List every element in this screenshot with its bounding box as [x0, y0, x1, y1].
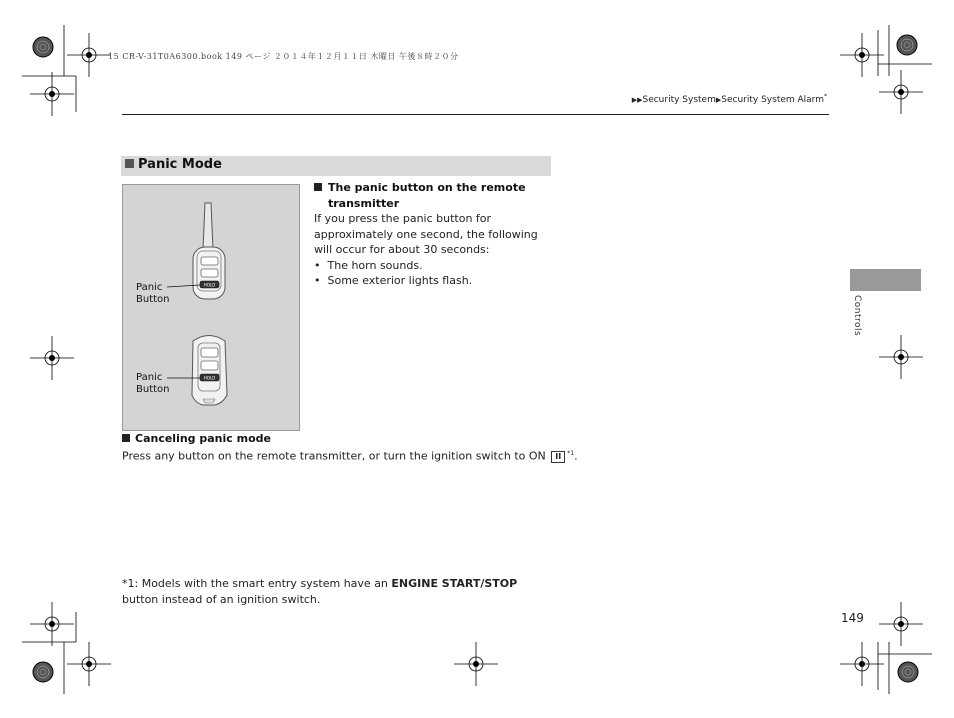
key-fob-figure — [122, 184, 300, 431]
arrow-right-icon: ▶▶ — [631, 96, 643, 104]
list-item-text: The horn sounds. — [327, 258, 423, 272]
list-item — [314, 258, 554, 274]
panic-button-body: If you press the panic button for approximately one second, the following will occur for about 30 seconds: — [314, 212, 538, 256]
print-header: 15 CR-V-31T0A6300.book 149 ページ ２０１４年１２月１１日 木曜日 午後８時２０分 — [108, 52, 459, 61]
breadcrumb-item-security-alarm[interactable]: Security System Alarm — [721, 95, 824, 105]
canceling-heading-text: Canceling panic mode — [135, 432, 271, 445]
ignition-position-glyph: II — [551, 451, 565, 463]
header-rule — [122, 114, 829, 115]
svg-text:HOLD: HOLD — [203, 375, 216, 381]
panic-button-heading-text: The panic button on the remote transmitter — [328, 181, 526, 210]
footnote-suffix: button instead of an ignition switch. — [122, 592, 321, 606]
side-tab-label: Controls — [852, 295, 862, 337]
breadcrumb-item-security-system[interactable]: Security System — [642, 95, 716, 105]
footnote-ref[interactable]: *1 — [567, 450, 575, 457]
panic-button-callout-bottom: Panic Button — [136, 372, 170, 395]
breadcrumb-marker: * — [824, 93, 827, 100]
section-square-icon — [125, 159, 134, 168]
panic-button-callout-top: Panic Button — [136, 282, 170, 305]
list-item — [314, 273, 554, 289]
section-title — [125, 157, 222, 172]
list-item-text: Some exterior lights flash. — [327, 274, 473, 287]
page-number: 149 — [841, 611, 864, 625]
bullet-icon: • — [314, 274, 321, 287]
section-title-text: Panic Mode — [138, 157, 222, 172]
smart-key-fob — [192, 336, 227, 406]
panic-button-heading — [314, 180, 554, 211]
arrow-right-icon: ▶ — [715, 96, 722, 104]
canceling-body-text: Press any button on the remote transmitter, or turn the ignition switch to ON — [122, 449, 546, 463]
panic-button-section — [314, 180, 554, 289]
canceling-heading — [122, 431, 271, 447]
flip-key-fob — [193, 203, 225, 299]
footnote-prefix: *1: Models with the smart entry system have an — [122, 577, 388, 590]
bullet-icon: • — [314, 258, 321, 272]
square-bullet-icon — [314, 183, 322, 191]
square-bullet-icon — [122, 434, 130, 442]
side-tab[interactable] — [850, 269, 921, 291]
footnote-bold: ENGINE START/STOP — [391, 577, 518, 590]
canceling-body-end: . — [574, 449, 578, 463]
footnote — [122, 576, 552, 607]
canceling-body — [122, 446, 578, 464]
svg-text:HOLD: HOLD — [203, 282, 216, 288]
breadcrumb — [632, 93, 827, 105]
